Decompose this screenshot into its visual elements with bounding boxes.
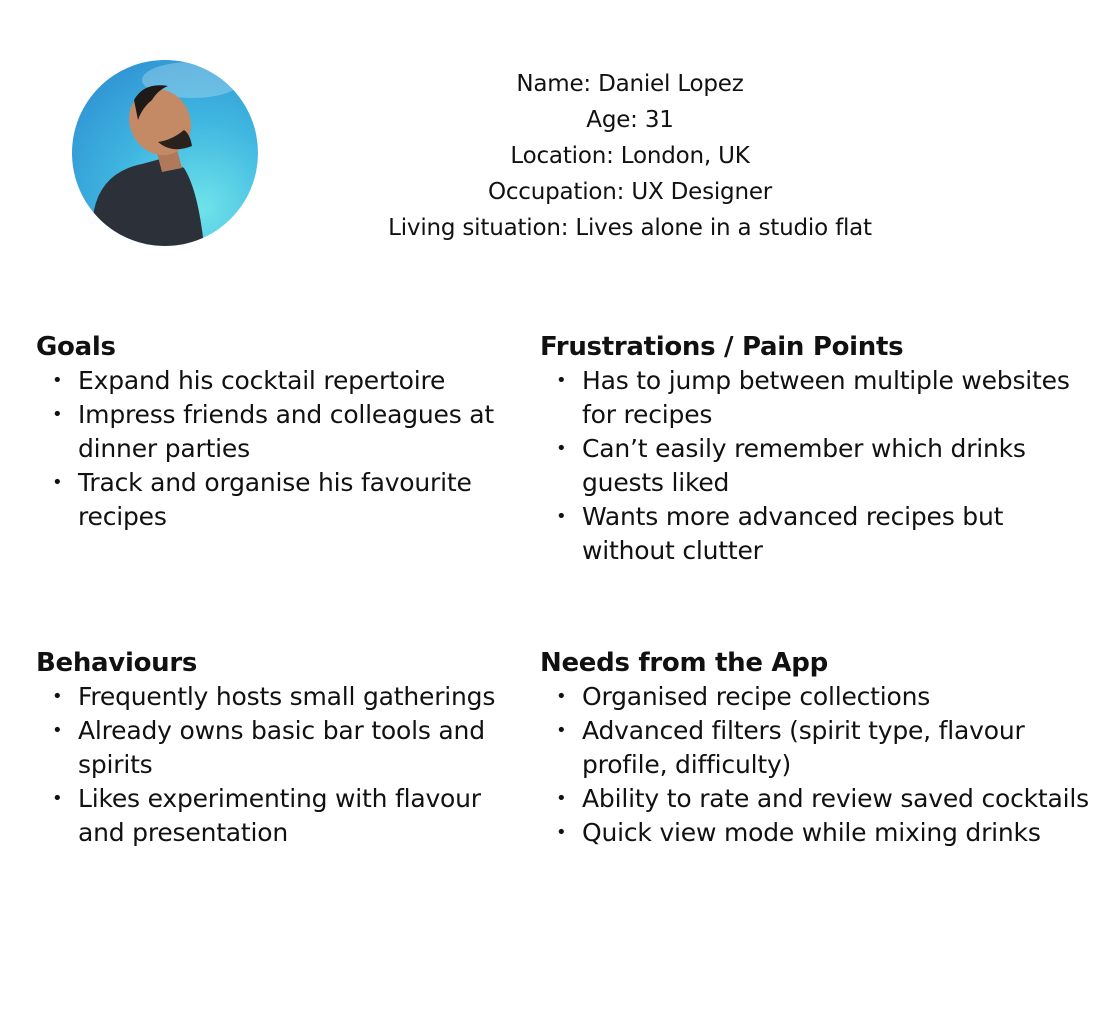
profile-name: Name: Daniel Lopez xyxy=(516,71,744,97)
needs-heading: Needs from the App xyxy=(540,648,828,678)
behaviours-heading: Behaviours xyxy=(36,648,198,678)
profile-occupation: Occupation: UX Designer xyxy=(487,179,773,205)
behaviours-section xyxy=(36,646,506,850)
needs-list xyxy=(540,680,1090,850)
frustrations-heading: Frustrations / Pain Points xyxy=(540,332,904,362)
profile-location: Location: London, UK xyxy=(510,143,750,169)
list-item: • Expand his cocktail repertoire xyxy=(36,364,506,398)
profile-details xyxy=(340,66,920,246)
list-item: • Has to jump between multiple websites for recipes xyxy=(540,364,1090,432)
list-item: • Likes experimenting with flavour and presentation xyxy=(36,782,506,850)
goals-section xyxy=(36,330,506,534)
list-item: • Advanced filters (spirit type, flavour profile, difficulty) xyxy=(540,714,1090,782)
goals-list xyxy=(36,364,506,534)
list-item: • Organised recipe collections xyxy=(540,680,1090,714)
frustrations-list xyxy=(540,364,1090,568)
list-item: • Ability to rate and review saved cocktails xyxy=(540,782,1090,816)
frustrations-section xyxy=(540,330,1090,568)
list-item: • Impress friends and colleagues at dinner parties xyxy=(36,398,506,466)
profile-living-situation: Living situation: Lives alone in a studio flat xyxy=(388,215,872,241)
list-item: • Track and organise his favourite recipes xyxy=(36,466,506,534)
list-item: • Frequently hosts small gatherings xyxy=(36,680,506,714)
goals-heading: Goals xyxy=(36,332,116,362)
profile-age: Age: 31 xyxy=(586,107,674,133)
list-item: • Quick view mode while mixing drinks xyxy=(540,816,1090,850)
list-item: • Can’t easily remember which drinks guests liked xyxy=(540,432,1090,500)
behaviours-list xyxy=(36,680,506,850)
person-photo-icon xyxy=(72,60,258,246)
avatar xyxy=(72,60,258,246)
needs-section xyxy=(540,646,1090,850)
list-item: • Already owns basic bar tools and spirits xyxy=(36,714,506,782)
list-item: • Wants more advanced recipes but without clutter xyxy=(540,500,1090,568)
